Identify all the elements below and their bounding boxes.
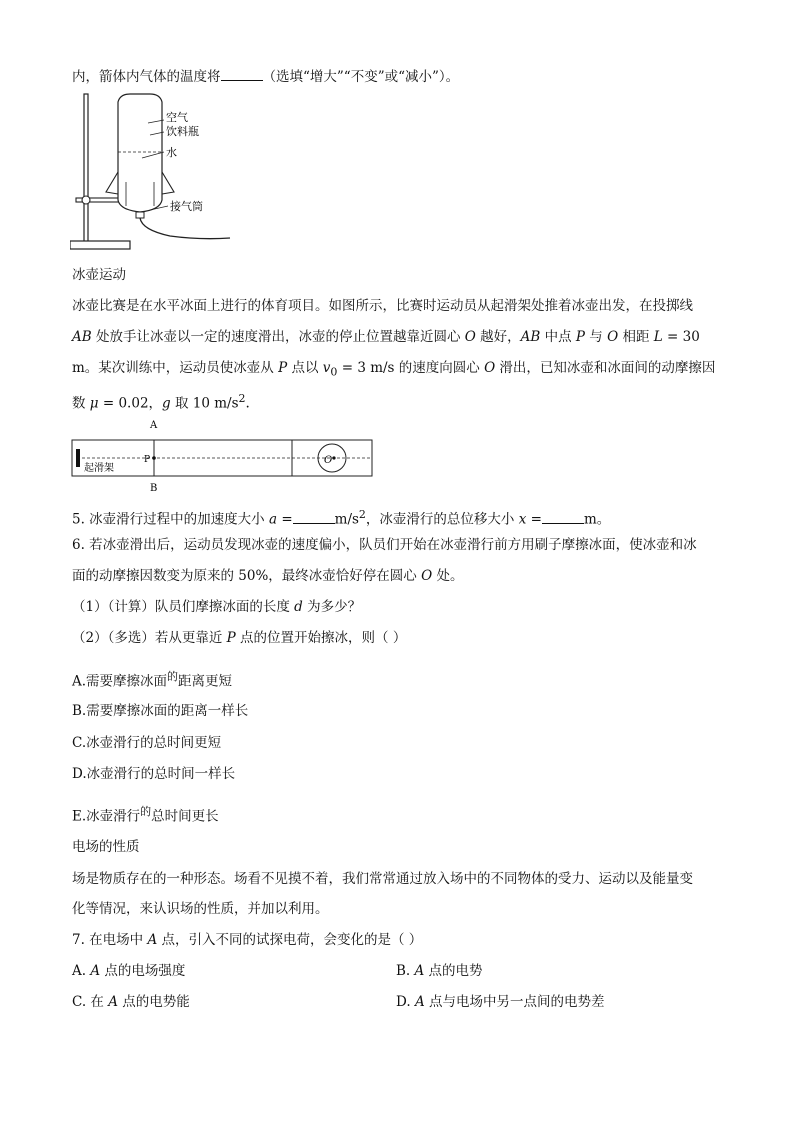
point-o [332,456,335,459]
answer-blank [293,510,335,524]
option-6d: D.冰壶滑行的总时间一样长 [72,766,236,782]
label-o: O [324,455,333,466]
curling-heading: 冰壶运动 [72,267,126,283]
label-water: 水 [166,146,177,159]
label-air: 空气 [166,111,188,124]
bottle-body [118,94,162,212]
air-tube [140,218,230,239]
field-para-1: 场是物质存在的一种形态。场看不见摸不着，我们常常通过放入场中的不同物体的受力、运动以及能量变 [72,871,693,887]
rink-figure [70,416,380,496]
stand-rod [84,94,88,242]
field-heading: 电场的性质 [72,839,140,855]
label-bottle: 饮料瓶 [166,125,199,138]
option-6b: B.需要摩擦冰面的距离一样长 [72,703,249,719]
intro-before: 内，箭体内气体的温度将 [72,69,221,85]
field-para-2: 化等情况，来认识场的性质，并加以利用。 [72,901,329,917]
start-block [76,449,80,467]
option-6c: C.冰壶滑行的总时间更短 [72,735,222,751]
option-6e: E.冰壶滑行$^的$总时间更长 [72,805,219,825]
intro-line [72,67,459,86]
curling-para-2: AB 处放手让冰壶以一定的速度滑出，冰壶的停止位置越靠近圆心 O 越好，AB 中点 P 与 O 相距 L = 30 [72,329,700,345]
option-7c: C. 在 A 点的电势能 [72,994,190,1010]
question-6-sub-1: （1）（计算）队员们摩擦冰面的长度 d 为多少？ [72,599,362,615]
option-7a: A. A 点的电场强度 [72,963,186,979]
curling-para-3: m。某次训练中，运动员使冰壶从 P 点以 $v_0 = 3$ m/s 的速度向圆心 O 滑出，已知冰壶和冰面间的动摩擦因 [72,360,716,379]
label-a: A [150,420,158,431]
question-6-line-1: 6. 若冰壶滑出后，运动员发现冰壶的速度偏小，队员们开始在冰壶滑行前方用刷子摩擦冰面，使冰壶和冰 [72,537,697,553]
rocket-figure [70,90,240,255]
question-7: 7. 在电场中 A 点，引入不同的试探电荷，会变化的是（ ） [72,932,423,948]
answer-blank [542,510,584,524]
intro-after: （选填“增大”“不变”或“减小”）。 [262,69,460,85]
label-tube: 接气筒 [170,200,203,213]
answer-blank [221,67,263,81]
nozzle [136,212,144,218]
option-7d: D. A 点与电场中另一点间的电势差 [396,994,605,1010]
label-p: P [144,455,151,465]
right-fin [162,172,174,194]
question-5: 5. 冰壶滑行过程中的加速度大小 $a = m/s^2$，冰壶滑行的总位移大小 x = m。 [72,508,611,528]
stand-base [70,241,130,249]
point-p [152,456,156,460]
clamp-knob [82,196,90,204]
question-6-line-2: 面的动摩擦因数变为原来的 50%，最终冰壶恰好停在圆心 O 处。 [72,568,464,584]
option-6a: A.需要摩擦冰面$^的$距离更短 [72,670,233,690]
curling-para-1: 冰壶比赛是在水平冰面上进行的体育项目。如图所示，比赛时运动员从起滑架处推着冰壶出发，在投掷线 [72,298,693,314]
left-fin [106,172,118,194]
label-start: 起滑架 [84,463,114,474]
option-7b: B. A 点的电势 [396,963,483,979]
question-6-sub-2: （2）（多选）若从更靠近 P 点的位置开始擦冰，则（ ） [72,630,407,646]
curling-para-4: 数 μ = 0.02，g 取 10 $m/s^2$. [72,392,250,412]
label-b: B [150,483,158,494]
